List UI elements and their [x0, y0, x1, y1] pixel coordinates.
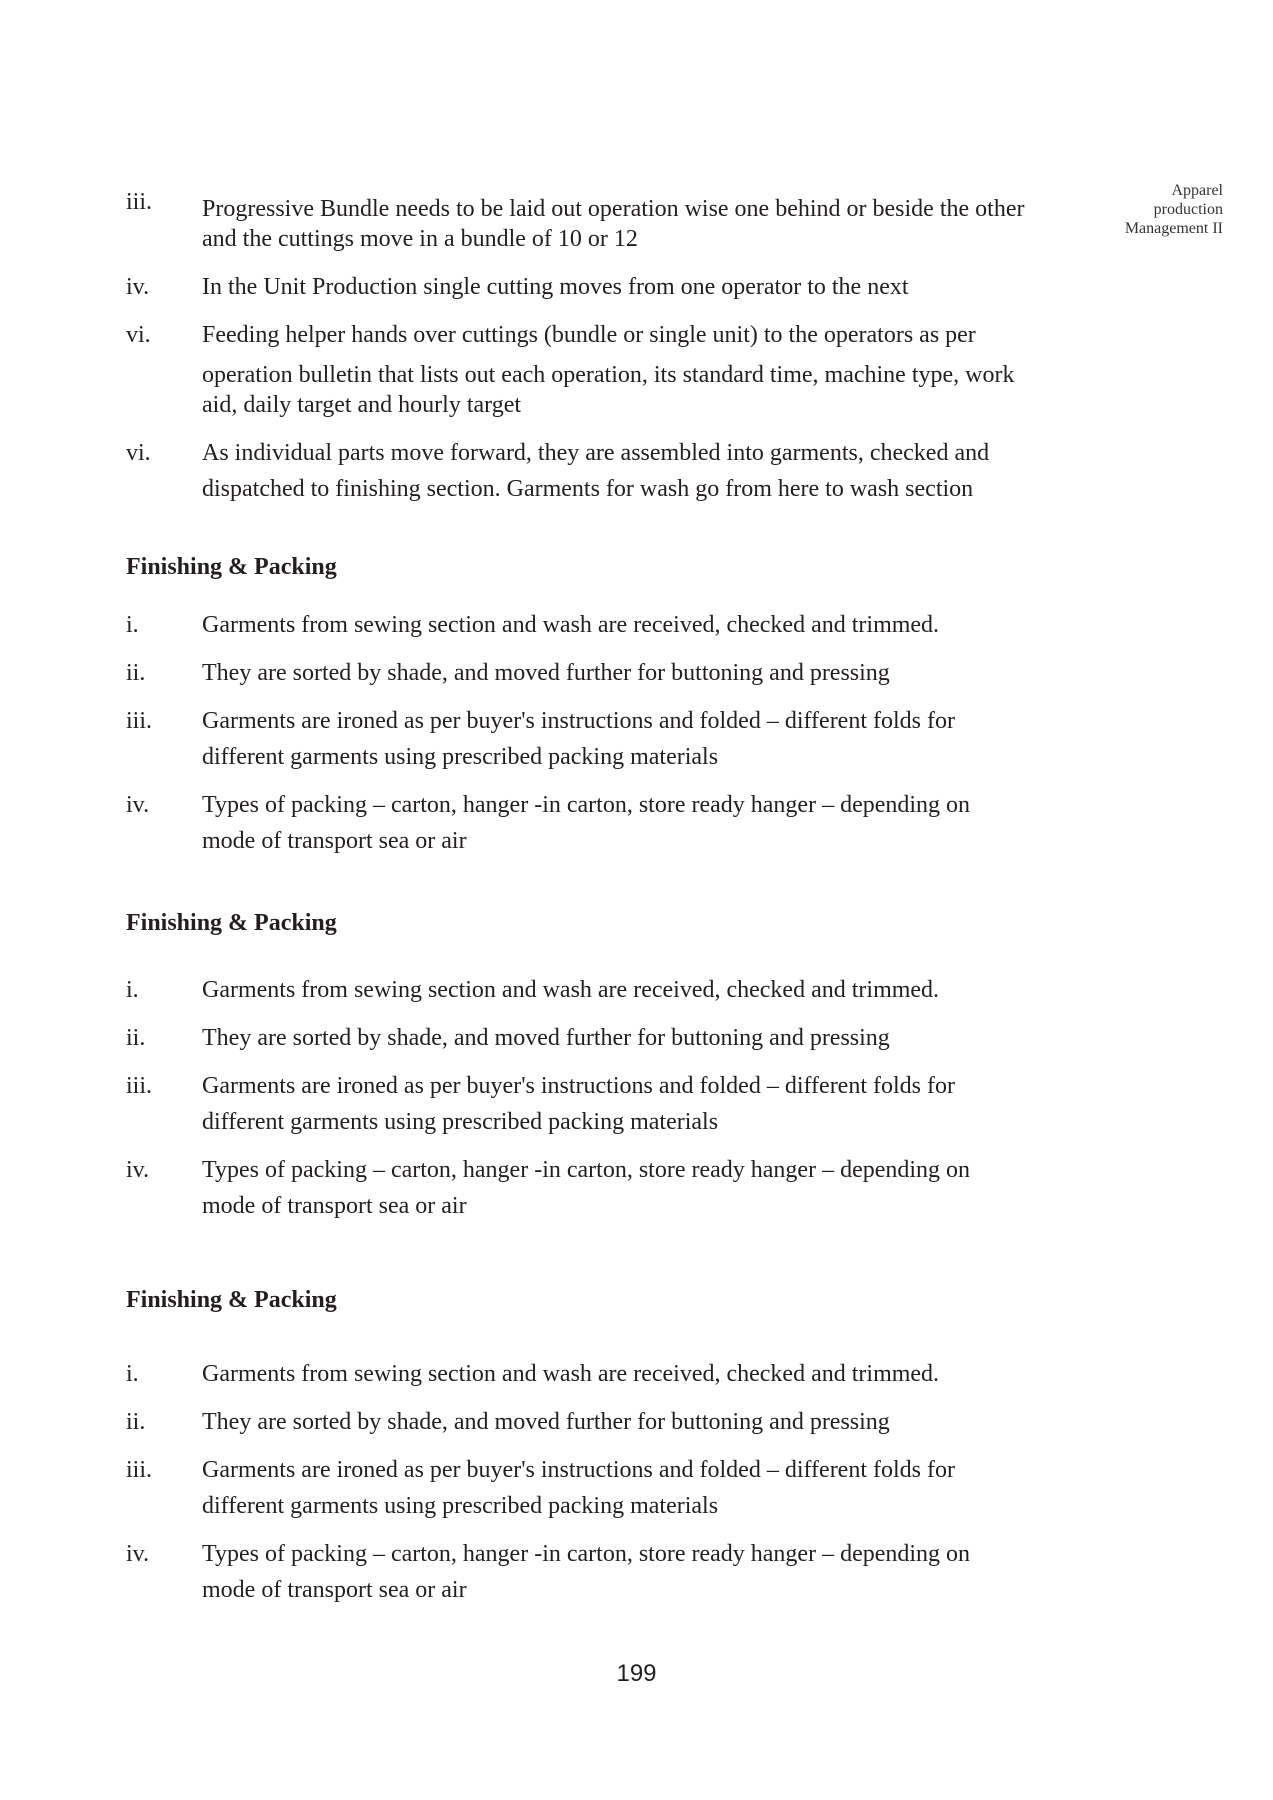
list-number: ii. — [126, 660, 146, 686]
list-item-text — [202, 790, 1082, 856]
list-number: vi. — [126, 440, 151, 466]
list-item-text — [202, 610, 1082, 640]
list-item-text — [202, 320, 1082, 420]
text-line: Types of packing – carton, hanger -in carton, store ready hanger – depending on — [202, 792, 971, 818]
list-number: iii. — [126, 1457, 153, 1483]
list-item-text — [202, 1359, 1082, 1389]
text-line: Garments are ironed as per buyer's instructions and folded – different folds for — [202, 1457, 955, 1483]
list-item-text — [202, 1539, 1082, 1605]
text-line: and the cuttings move in a bundle of 10 or 12 — [202, 226, 638, 252]
text-line: Progressive Bundle needs to be laid out operation wise one behind or beside the other — [202, 196, 1025, 222]
list-item-text — [202, 658, 1082, 688]
text-line: different garments using prescribed packing materials — [202, 1493, 719, 1519]
text-line: mode of transport sea or air — [202, 1193, 467, 1219]
list-item-text — [202, 194, 1082, 254]
text-line: different garments using prescribed packing materials — [202, 744, 719, 770]
text-line: They are sorted by shade, and moved further for buttoning and pressing — [202, 660, 890, 686]
section-heading: Finishing & Packing — [126, 1287, 337, 1313]
list-number: iv. — [126, 1541, 150, 1567]
text-line: Garments from sewing section and wash are received, checked and trimmed. — [202, 1361, 940, 1387]
list-number: iii. — [126, 708, 153, 734]
section-heading: Finishing & Packing — [126, 554, 337, 580]
text-line: Types of packing – carton, hanger -in carton, store ready hanger – depending on — [202, 1541, 971, 1567]
list-number: ii. — [126, 1025, 146, 1051]
list-number: ii. — [126, 1409, 146, 1435]
list-item-text — [202, 706, 1082, 772]
text-line: dispatched to finishing section. Garments for wash go from here to wash section — [202, 476, 974, 502]
list-number: vi. — [126, 322, 151, 348]
list-item-text — [202, 438, 1082, 504]
list-item-text — [202, 1455, 1082, 1521]
text-line: mode of transport sea or air — [202, 1577, 467, 1603]
margin-note-line: Apparel — [1171, 182, 1223, 199]
text-line: Garments from sewing section and wash are received, checked and trimmed. — [202, 612, 940, 638]
text-line: mode of transport sea or air — [202, 828, 467, 854]
text-line: operation bulletin that lists out each operation, its standard time, machine type, work — [202, 362, 1015, 388]
text-line: They are sorted by shade, and moved further for buttoning and pressing — [202, 1025, 890, 1051]
text-line: Garments from sewing section and wash are received, checked and trimmed. — [202, 977, 940, 1003]
text-line: As individual parts move forward, they are assembled into garments, checked and — [202, 440, 990, 466]
margin-note-line: Management II — [1124, 220, 1223, 237]
list-item-text — [202, 1407, 1082, 1437]
page-number: 199 — [616, 1660, 657, 1687]
text-line: Types of packing – carton, hanger -in carton, store ready hanger – depending on — [202, 1157, 971, 1183]
text-line: They are sorted by shade, and moved further for buttoning and pressing — [202, 1409, 890, 1435]
list-item-text — [202, 1071, 1082, 1137]
text-line: Feeding helper hands over cuttings (bundle or single unit) to the operators as per — [202, 322, 976, 348]
list-item-text — [202, 272, 1082, 302]
text-line: Garments are ironed as per buyer's instructions and folded – different folds for — [202, 1073, 955, 1099]
list-item-text — [202, 1155, 1082, 1221]
list-number: iv. — [126, 792, 150, 818]
list-number: iv. — [126, 274, 150, 300]
list-number: iii. — [126, 189, 153, 215]
list-number: i. — [126, 1361, 139, 1387]
text-line: aid, daily target and hourly target — [202, 392, 522, 418]
list-number: iii. — [126, 1073, 153, 1099]
text-line: Garments are ironed as per buyer's instructions and folded – different folds for — [202, 708, 955, 734]
list-number: i. — [126, 977, 139, 1003]
list-number: i. — [126, 612, 139, 638]
list-item-text — [202, 1023, 1082, 1053]
margin-note-line: production — [1153, 201, 1223, 218]
list-number: iv. — [126, 1157, 150, 1183]
section-heading: Finishing & Packing — [126, 910, 337, 936]
text-line: In the Unit Production single cutting moves from one operator to the next — [202, 274, 909, 300]
text-line: different garments using prescribed packing materials — [202, 1109, 719, 1135]
list-item-text — [202, 975, 1082, 1005]
